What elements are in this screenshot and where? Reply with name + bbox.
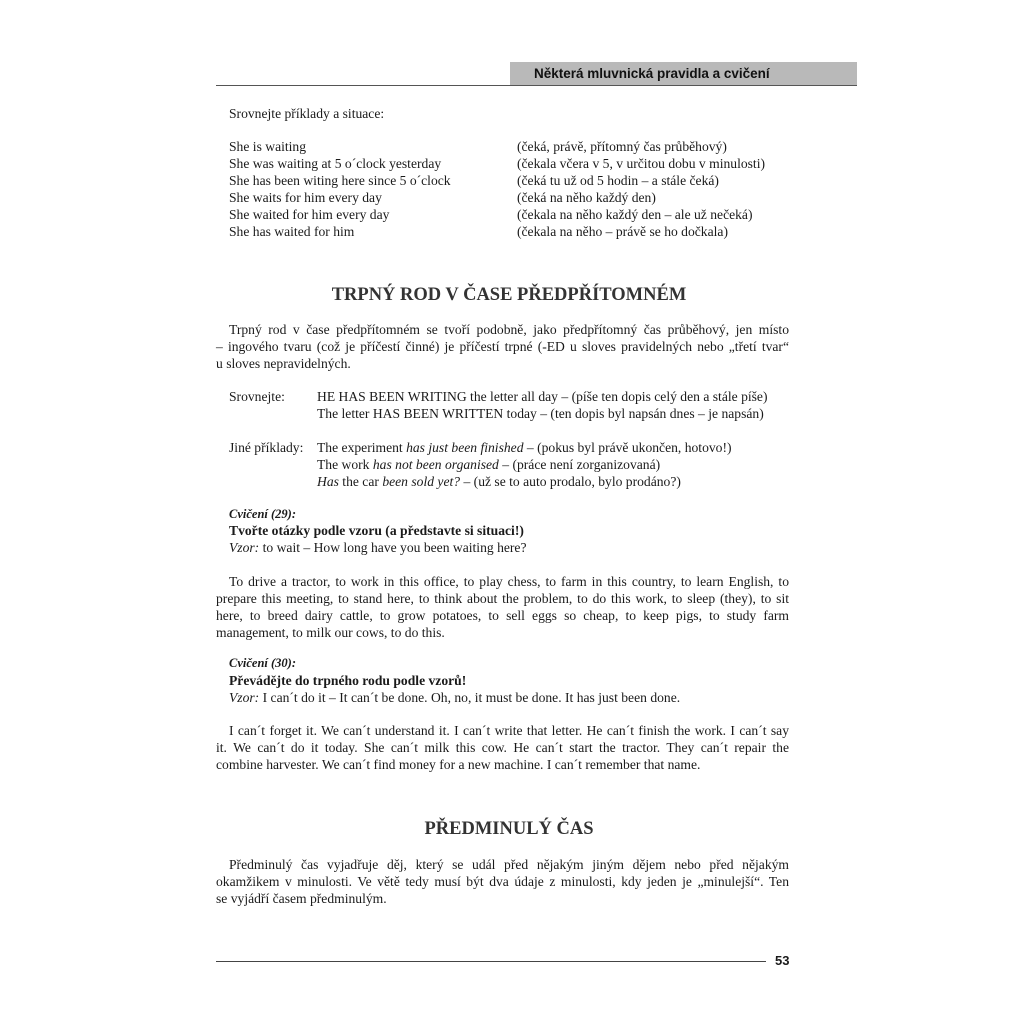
exercise-29-body-first	[229, 573, 789, 590]
exercise-30-instruction: Převádějte do trpného rodu podle vzorů!	[229, 673, 467, 688]
compare-en: She waited for him every day	[229, 207, 390, 222]
compare-cz: (čekala na něho každý den – ale už nečeká)	[517, 207, 753, 222]
compare-en: She is waiting	[229, 139, 307, 154]
compare-cz: (čeká na něho každý den)	[517, 190, 656, 205]
srovnejte-line: The letter HAS BEEN WRITTEN today – (ten dopis byl napsán dnes – je napsán)	[317, 406, 764, 421]
paragraph-line: u sloves nepravidelných.	[216, 356, 351, 371]
example-text: – (už se to auto prodalo, bylo prodáno?)	[460, 474, 681, 489]
paragraph-line: I can´t forget it. We can´t understand it. I can´t write that letter. He can´t finish the work. I can´t say	[229, 723, 789, 738]
example-text: The experiment	[317, 440, 407, 455]
compare-en: She was waiting at 5 o´clock yesterday	[229, 156, 442, 171]
exercise-29-title: Cvičení (29):	[229, 507, 296, 521]
compare-cz: (čeká tu už od 5 hodin – a stále čeká)	[517, 173, 719, 188]
jine-example	[317, 439, 732, 456]
paragraph-line: Trpný rod v čase předpřítomném se tvoří podobně, jako předpřítomný čas průběhový, jen místo	[229, 322, 789, 337]
example-text: – (pokus byl právě ukončen, hotovo!)	[523, 440, 732, 455]
exercise-30-title: Cvičení (30):	[229, 656, 296, 670]
compare-row	[0, 155, 1024, 172]
jine-example	[317, 473, 681, 490]
example-text: the car	[338, 474, 383, 489]
srovnejte-label: Srovnejte:	[229, 389, 285, 404]
page-number: 53	[775, 953, 790, 968]
exercise-30-body	[216, 739, 789, 773]
vzor-text: to wait – How long have you been waiting here?	[259, 540, 527, 555]
footer-rule	[216, 961, 766, 962]
exercise-30-vzor	[229, 689, 680, 706]
paragraph-line: it. We can´t do it today. She can´t milk this cow. He can´t start the tractor. They can´t repair the	[216, 740, 789, 755]
compare-row	[0, 172, 1024, 189]
section-heading-passive-perfect: TRPNÝ ROD V ČASE PŘEDPŘÍTOMNÉM	[331, 285, 687, 305]
running-header: Některá mluvnická pravidla a cvičení	[510, 62, 857, 86]
vzor-label: Vzor:	[229, 540, 260, 555]
compare-cz: (čekala na něho – právě se ho dočkala)	[517, 224, 728, 239]
section2-paragraph-cont	[216, 873, 789, 907]
compare-intro: Srovnejte příklady a situace:	[229, 106, 385, 121]
paragraph-line: combine harvester. We can´t find money for a new machine. I can´t remember that name.	[216, 757, 701, 772]
jine-example	[317, 456, 660, 473]
section1-paragraph-cont	[216, 338, 789, 372]
header-rule	[216, 85, 857, 86]
vzor-text: I can´t do it – It can´t be done. Oh, no, it must be done. It has just been done.	[259, 690, 681, 705]
section2-paragraph	[229, 856, 789, 873]
paragraph-line: To drive a tractor, to work in this office, to play chess, to farm in this country, to learn English, to	[229, 574, 789, 589]
example-italic: has just been finished	[406, 440, 524, 455]
paragraph-line: here, to breed dairy cattle, to grow potatoes, to sell eggs so cheap, to keep pigs, to study farm	[216, 608, 789, 623]
paragraph-line: prepare this meeting, to stand here, to think about the problem, to do this work, to sleep (they), to sit	[216, 591, 789, 606]
example-text: The work	[317, 457, 373, 472]
compare-row	[0, 138, 1024, 155]
exercise-30-body-first	[229, 722, 789, 739]
example-text: – (práce není zorganizovaná)	[498, 457, 661, 472]
vzor-label: Vzor:	[229, 690, 260, 705]
compare-en: She has been witing here since 5 o´clock	[229, 173, 451, 188]
paragraph-line: okamžikem v minulosti. Ve větě tedy musí být dva údaje z minulosti, kdy jeden je „minulejší“. Ten	[216, 874, 789, 889]
exercise-29-body	[216, 590, 789, 641]
compare-row	[0, 223, 1024, 240]
srovnejte-line: HE HAS BEEN WRITING the letter all day – (píše ten dopis celý den a stále píše)	[317, 389, 768, 404]
compare-row	[0, 189, 1024, 206]
compare-en: She waits for him every day	[229, 190, 382, 205]
compare-row	[0, 206, 1024, 223]
compare-cz: (čeká, právě, přítomný čas průběhový)	[517, 139, 727, 154]
compare-cz: (čekala včera v 5, v určitou dobu v minulosti)	[517, 156, 766, 171]
paragraph-line: se vyjádří časem předminulým.	[216, 891, 387, 906]
exercise-29-vzor	[229, 539, 527, 556]
example-italic: has not been organised	[372, 457, 499, 472]
exercise-29-instruction: Tvořte otázky podle vzoru (a představte si situaci!)	[229, 523, 524, 538]
example-italic: been sold yet?	[382, 474, 461, 489]
paragraph-line: Předminulý čas vyjadřuje děj, který se udál před nějakým jiným dějem nebo před nějakým	[229, 857, 789, 872]
paragraph-line: – ingového tvaru (což je příčestí činné) je příčestí trpné (-ED u sloves pravidelných nebo „třetí tvar“	[216, 339, 789, 354]
compare-en: She has waited for him	[229, 224, 355, 239]
paragraph-line: management, to milk our cows, to do this.	[216, 625, 445, 640]
section1-paragraph	[229, 321, 789, 338]
section-heading-past-perfect: PŘEDMINULÝ ČAS	[424, 819, 594, 839]
example-italic: Has	[317, 474, 339, 489]
jine-label: Jiné příklady:	[229, 440, 304, 455]
